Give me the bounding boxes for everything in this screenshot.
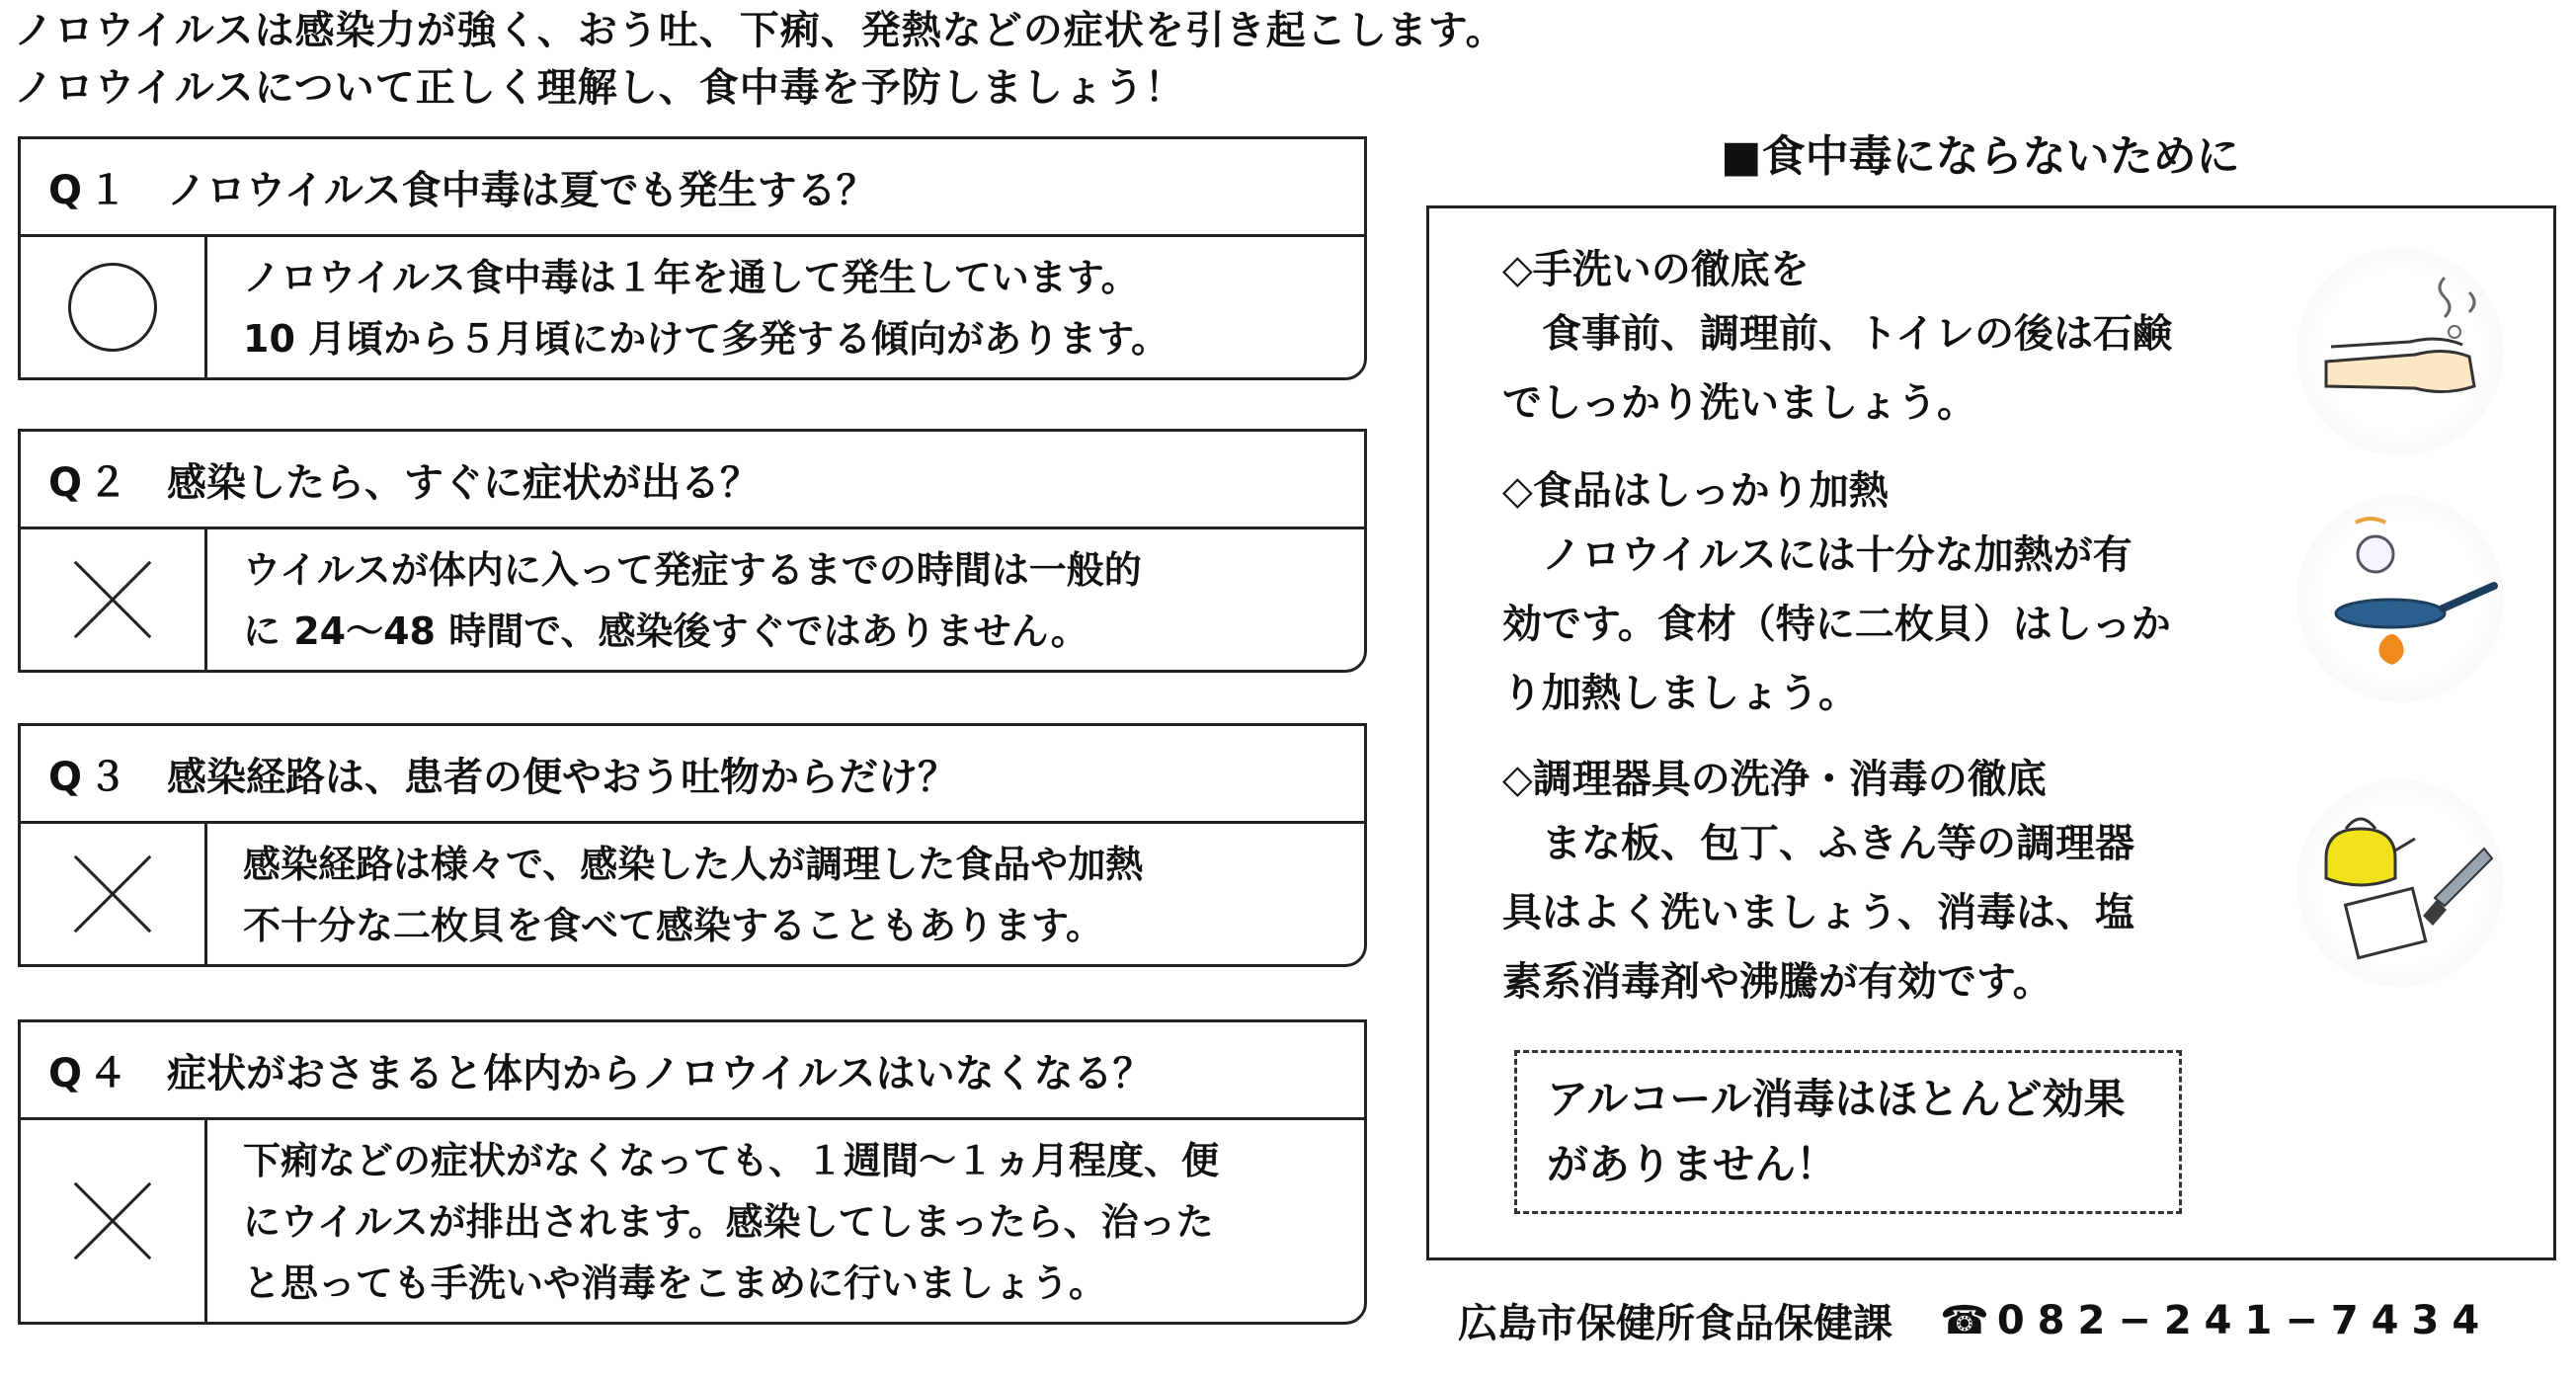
answer-text	[207, 1120, 1364, 1322]
tip-heading: ◇手洗いの徹底を	[1502, 247, 1810, 292]
tip-line: 素系消毒剤や沸騰が有効です。	[1502, 959, 2053, 1005]
cross-icon	[73, 854, 152, 933]
question-text: 感染経路は、患者の便やおう吐物からだけ？	[167, 754, 957, 800]
answer-mark	[21, 1120, 207, 1322]
intro-line-1: ノロウイルスは感染力が強く、おう吐、下痢、発熱などの症状を引き起こします。	[14, 8, 1506, 53]
question-text: ノロウイルス食中毒は夏でも発生する？	[167, 167, 876, 213]
intro-line-2: ノロウイルスについて正しく理解し、食中毒を予防しましょう！	[14, 65, 1185, 111]
tip-handwashing	[1502, 240, 2293, 438]
prevention-box	[1426, 205, 2556, 1260]
tip-heading: ◇調理器具の洗浄・消毒の徹底	[1502, 757, 2047, 802]
tip-body	[1502, 809, 2293, 1016]
office-name: 広島市保健所食品保健課	[1458, 1301, 1892, 1346]
tip-heading: ◇食品はしっかり加熱	[1502, 468, 1889, 514]
cross-icon	[73, 1181, 152, 1260]
tip-heating	[1502, 461, 2293, 728]
answer-line: ノロウイルス食中毒は１年を通して発生しています。	[243, 256, 1139, 299]
answer-text	[207, 824, 1364, 964]
question-number: Q２	[48, 459, 134, 506]
prevention-title: ■食中毒にならないために	[1721, 131, 2240, 182]
answer-line: ウイルスが体内に入って発症するまでの時間は一般的	[243, 548, 1142, 592]
handwash-icon	[2296, 248, 2504, 455]
tip-line: り加熱しましょう。	[1502, 671, 1858, 716]
question-row	[21, 139, 1364, 237]
intro-text	[14, 2, 1506, 117]
tip-line: 食事前、調理前、トイレの後は石鹸	[1502, 311, 2172, 357]
phone-icon: ☎	[1940, 1297, 1989, 1343]
answer-text	[207, 529, 1364, 670]
answer-row	[21, 529, 1364, 670]
question-row	[21, 1022, 1364, 1120]
answer-text	[207, 237, 1364, 377]
contact-info	[1458, 1292, 2492, 1348]
tip-line: ノロウイルスには十分な加熱が有	[1502, 532, 2133, 578]
question-number: Q４	[48, 1050, 134, 1096]
answer-row	[21, 1120, 1364, 1322]
answer-line: と思っても手洗いや消毒をこまめに行いましょう。	[243, 1261, 1107, 1305]
alcohol-note	[1514, 1050, 2182, 1214]
kitchen-tools-icon	[2296, 779, 2504, 987]
tip-line: 効です。食材（特に二枚貝）はしっか	[1502, 602, 2171, 647]
answer-row	[21, 824, 1364, 964]
answer-line: にウイルスが排出されます。感染してしまったら、治った	[243, 1200, 1214, 1244]
answer-mark	[21, 824, 207, 964]
tip-line: まな板、包丁、ふきん等の調理器	[1502, 821, 2134, 866]
tip-line: でしっかり洗いましょう。	[1502, 380, 1976, 426]
question-row	[21, 726, 1364, 824]
question-number: Q１	[48, 167, 134, 213]
tip-body	[1502, 299, 2293, 438]
answer-line: 10 月頃から５月頃にかけて多発する傾向があります。	[243, 317, 1169, 361]
answer-line: に 24～48 時間で、感染後すぐではありません。	[243, 609, 1088, 653]
answer-mark	[21, 529, 207, 670]
cross-icon	[73, 560, 152, 639]
question-text: 症状がおさまると体内からノロウイルスはいなくなる？	[167, 1050, 1153, 1096]
circle-icon	[68, 263, 157, 352]
qa-box-1	[18, 136, 1367, 380]
question-number: Q３	[48, 754, 134, 800]
answer-mark	[21, 237, 207, 377]
phone-number: 082−241−7434	[1996, 1297, 2493, 1343]
answer-line: 下痢などの症状がなくなっても、１週間～１ヵ月程度、便	[243, 1139, 1220, 1182]
answer-line: 不十分な二枚貝を食べて感染することもあります。	[243, 904, 1103, 947]
tip-line: 具はよく洗いましょう、消毒は、塩	[1502, 890, 2134, 935]
tip-body	[1502, 521, 2293, 728]
qa-box-2	[18, 429, 1367, 673]
answer-line: 感染経路は様々で、感染した人が調理した食品や加熱	[243, 843, 1144, 886]
answer-row	[21, 237, 1364, 377]
question-text: 感染したら、すぐに症状が出る？	[167, 459, 760, 506]
question-row	[21, 432, 1364, 529]
frying-pan-icon	[2296, 495, 2504, 702]
qa-box-4	[18, 1019, 1367, 1325]
qa-box-3	[18, 723, 1367, 967]
alcohol-note-line: がありません！	[1547, 1140, 1838, 1188]
tip-utensils	[1502, 750, 2293, 1016]
alcohol-note-line: アルコール消毒はほとんど効果	[1547, 1075, 2126, 1123]
